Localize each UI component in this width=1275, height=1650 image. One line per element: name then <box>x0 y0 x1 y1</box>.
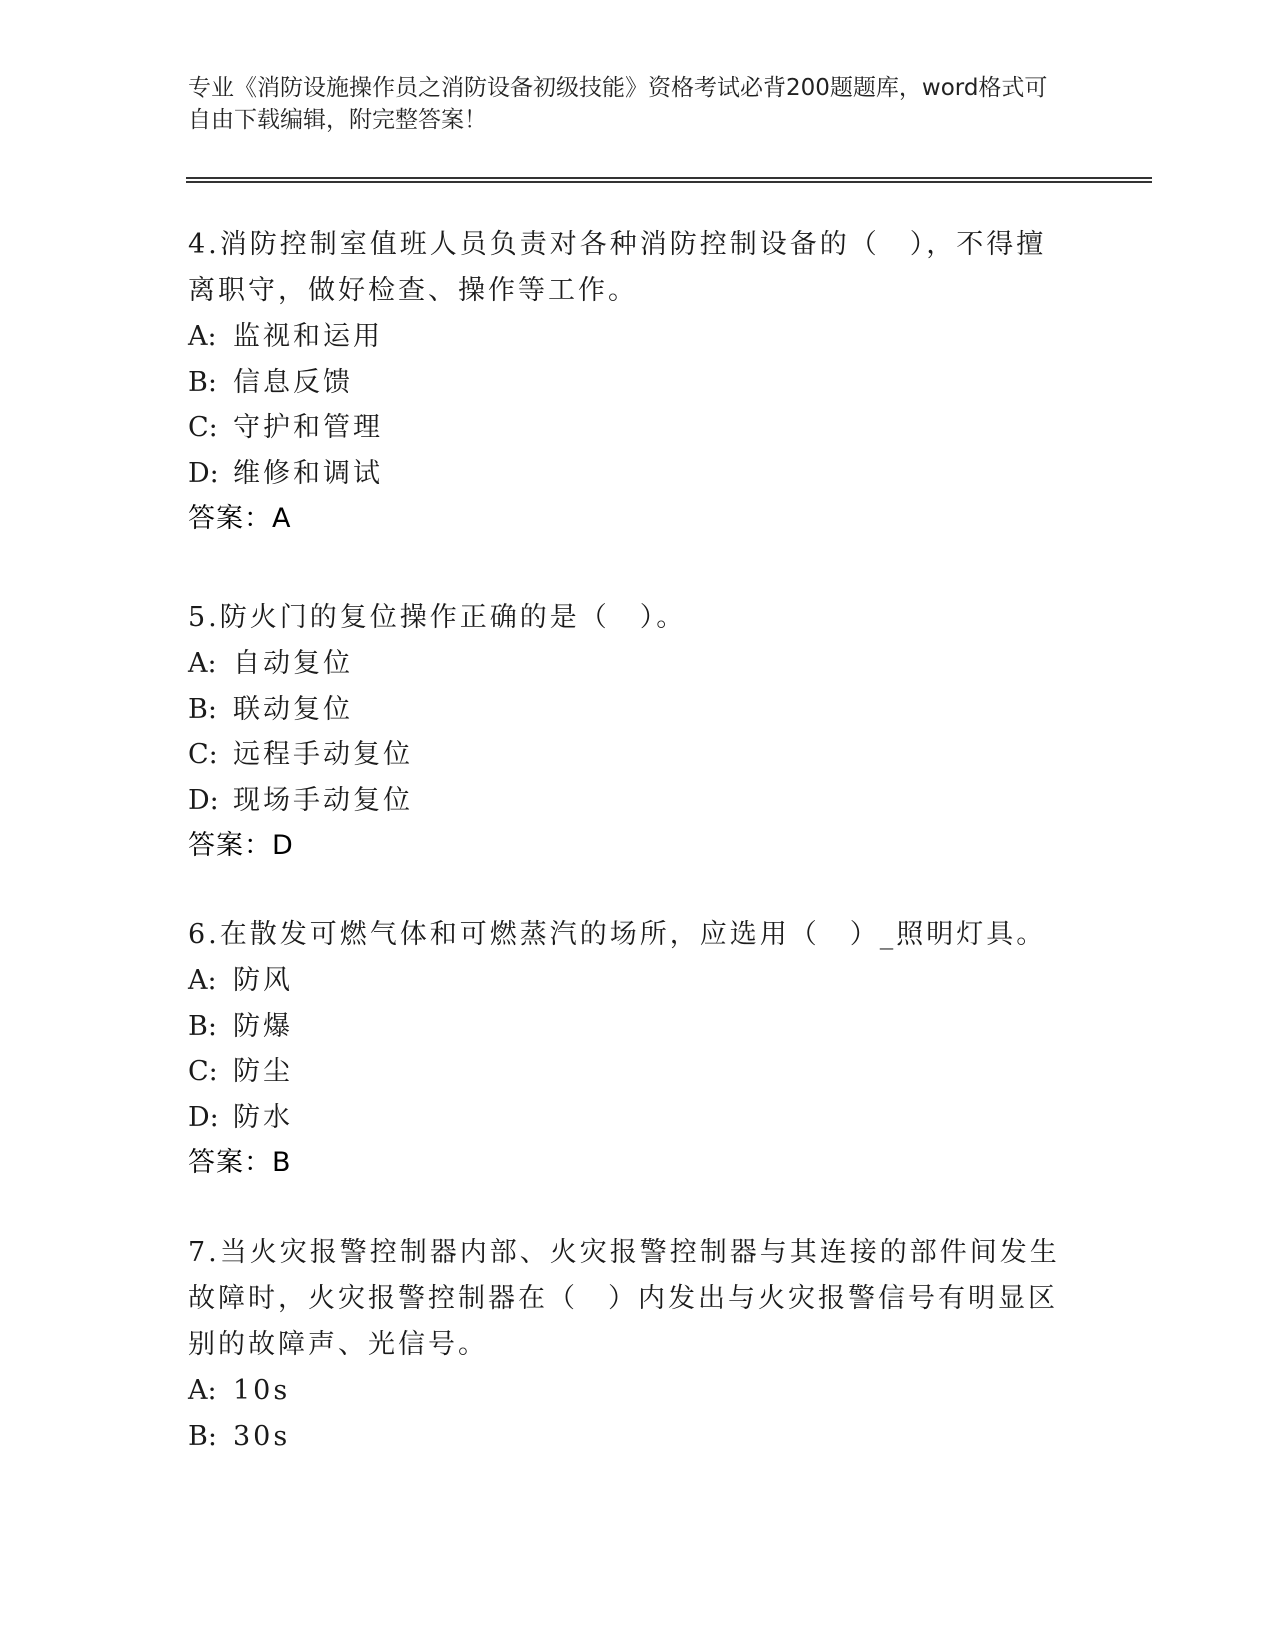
option-b <box>188 1414 1068 1460</box>
option-a <box>188 314 1068 360</box>
option-text: 监视和运用 <box>233 321 383 352</box>
option-text: 防水 <box>233 1101 293 1133</box>
option-text: 维修和调试 <box>233 457 383 489</box>
option-letter: D: <box>188 784 219 816</box>
option-c <box>188 732 1068 778</box>
option-letter: C: <box>188 412 218 443</box>
question-stem: 4.消防控制室值班人员负责对各种消防控制设备的（ ），不得擅离职守，做好检查、操作等工作。 <box>188 229 1047 306</box>
option-text: 防爆 <box>233 1010 293 1042</box>
option-a <box>188 1368 1068 1414</box>
option-text: 联动复位 <box>233 693 353 725</box>
option-letter: D: <box>188 1101 219 1133</box>
option-d <box>188 1095 1068 1141</box>
answer-line: 答案：A <box>188 503 292 534</box>
question-4 <box>188 222 1068 542</box>
option-b <box>188 360 1068 406</box>
option-text: 10s <box>233 1375 291 1406</box>
option-letter: B: <box>188 693 217 725</box>
question-stem: 7.当火灾报警控制器内部、火灾报警控制器与其连接的部件间发生故障时，火灾报警控制器在（ ）内发出与火灾报警信号有明显区别的故障声、光信号。 <box>188 1237 1060 1360</box>
option-letter: C: <box>188 739 218 770</box>
question-5 <box>188 595 1068 869</box>
option-text: 守护和管理 <box>233 412 383 443</box>
option-text: 30s <box>233 1420 291 1452</box>
option-a <box>188 958 1068 1004</box>
option-c <box>188 1049 1068 1095</box>
question-stem: 6.在散发可燃气体和可燃蒸汽的场所，应选用（ ）_照明灯具。 <box>188 919 1047 950</box>
option-letter: B: <box>188 1010 217 1042</box>
question-6 <box>188 912 1068 1186</box>
option-letter: D: <box>188 457 219 489</box>
answer-line: 答案：B <box>188 1147 292 1178</box>
option-letter: A: <box>188 965 217 996</box>
option-text: 信息反馈 <box>233 366 353 398</box>
option-b <box>188 687 1068 733</box>
option-text: 远程手动复位 <box>233 739 413 770</box>
option-letter: A: <box>188 321 217 352</box>
option-letter: A: <box>188 1375 217 1406</box>
option-letter: C: <box>188 1056 218 1087</box>
option-c <box>188 405 1068 451</box>
option-text: 自动复位 <box>233 648 353 679</box>
option-d <box>188 778 1068 824</box>
option-letter: A: <box>188 648 217 679</box>
option-d <box>188 451 1068 497</box>
answer-line: 答案：D <box>188 830 294 861</box>
option-a <box>188 641 1068 687</box>
question-7 <box>188 1230 1068 1459</box>
option-text: 防风 <box>233 965 293 996</box>
question-stem: 5.防火门的复位操作正确的是（ ）。 <box>188 602 687 633</box>
option-b <box>188 1004 1068 1050</box>
option-letter: B: <box>188 1420 217 1452</box>
option-text: 现场手动复位 <box>233 784 413 816</box>
option-letter: B: <box>188 366 217 398</box>
option-text: 防尘 <box>233 1056 293 1087</box>
header-divider <box>186 177 1152 183</box>
document-header: 专业《消防设施操作员之消防设备初级技能》资格考试必背200题题库，word格式可自由下载编辑，附完整答案！ <box>188 75 1048 133</box>
